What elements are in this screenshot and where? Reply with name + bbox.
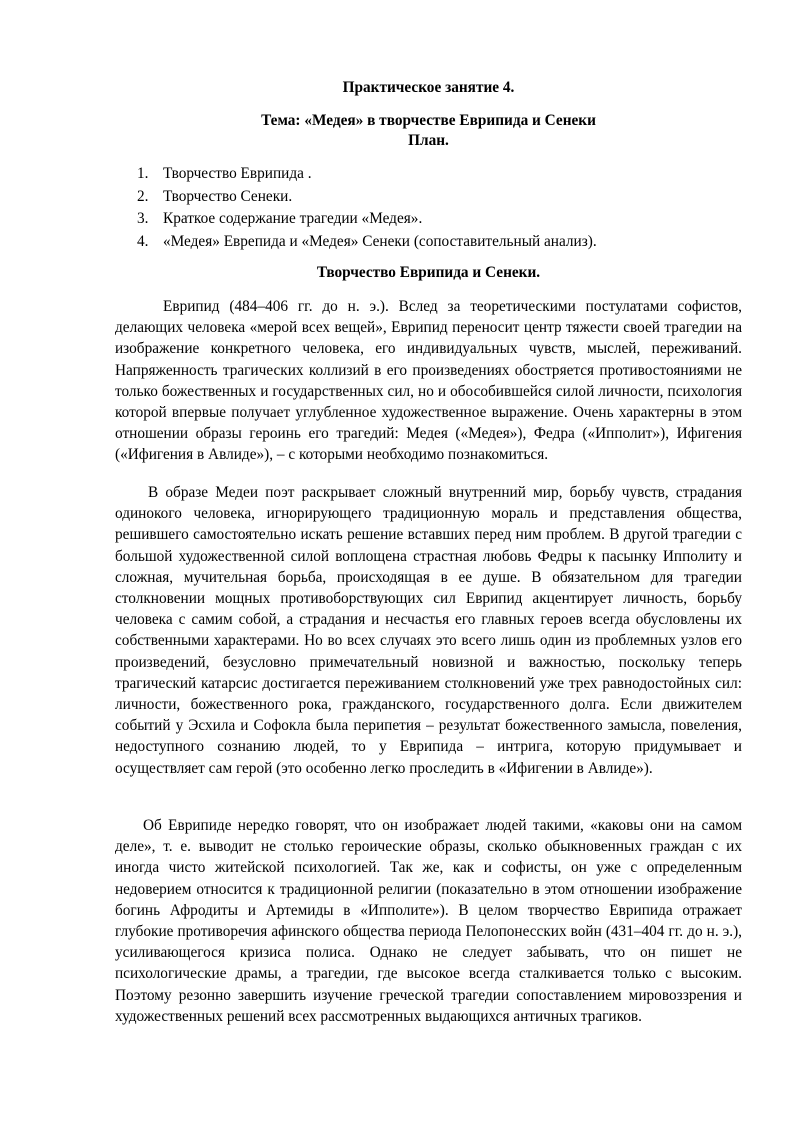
- plan-item: [137, 186, 597, 209]
- plan-item-number: 4.: [137, 232, 149, 250]
- body-paragraph: Об Еврипиде нередко говорят, что он изображает людей такими, «каковы они на самом деле», т. е. выводит не столько героические образы, сколько обыкновенных граждан с их иногда чисто житейской психологией. Так же, как и софисты, он уже с определенным недоверием относится к традиционной религии (показательно в этом отношении изображение богинь Афродиты и Артемиды в «Ипполите»). В целом творчество Еврипида отражает глубокие противоречия афинского общества периода Пелопонесских войн (431–404 гг. до н. э.), усиливающегося кризиса полиса. Однако не следует забывать, что он пишет не психологические драмы, а трагедии, где высокое всегда сталкивается только с высоким. Поэтому резонно завершить изучение греческой трагедии сопоставлением мировоззрения и художественных решений всех рассмотренных выдающихся античных трагиков.: [115, 817, 742, 1025]
- plan-item-text: Творчество Еврипида .: [163, 165, 312, 182]
- plan-item: [137, 231, 597, 254]
- plan-list: [137, 163, 597, 253]
- plan-item-number: 3.: [137, 210, 149, 227]
- plan-item: [137, 208, 597, 231]
- body-paragraph: В образе Медеи поэт раскрывает сложный внутренний мир, борьбу чувств, страдания одинокого человека, игнорирующего традиционную мораль и представления общества, решившего самостоятельно искать решение вставших перед ним проблем. В другой трагедии с большой художественной силой воплощена страстная любовь Федры к пасынку Ипполиту и сложная, мучительная борьба, происходящая в ее душе. В обязательном для трагедии столкновении мощных противоборствующих сил Еврипид акцентирует личность, борьбу человека с самим собой, а страдания и несчастья его главных героев всегда обусловлены их собственными характерами. Но во всех случаях это всего лишь один из проблемных узлов его произведений, безусловно примечательный новизной и важностью, поскольку теперь трагический катарсис достигается переживанием столкновений уже трех равнодостойных сил: личности, божественного рока, гражданского, государственного долга. Если движителем событий у Эсхила и Софокла была перипетия – результат божественного замысла, повеления, недоступного сознанию людей, то у Еврипида – интрига, которую придумывает и осуществляет сам герой (это особенно легко проследить в «Ифигении в Авлиде»).: [115, 484, 742, 777]
- plan-item-text: «Медея» Еврепида и «Медея» Сенеки (сопоставительный анализ).: [163, 232, 597, 250]
- body-paragraph: Еврипид (484–406 гг. до н. э.). Вслед за теоретическими постулатами софистов, делающих человека «мерой всех вещей», Еврипид переносит центр тяжести своей трагедии на изображение конкретного человека, его индивидуальных чувств, мыслей, переживаний. Напряженность трагических коллизий в его произведениях обостряется противостояниями не только божественных и государственных сил, но и обособившейся силой личности, психология которой впервые получает углубленное художественное выражение. Очень характерны в этом отношении образы героинь его трагедий: Медея («Медея»), Федра («Ипполит»), Ифигения («Ифигения в Авлиде»), – с которыми необходимо познакомиться.: [115, 298, 742, 464]
- plan-item: [137, 163, 597, 186]
- plan-item-number: 2.: [137, 187, 149, 205]
- plan-item-text: Краткое содержание трагедии «Медея».: [163, 210, 423, 227]
- plan-item-number: 1.: [137, 165, 149, 182]
- topic-heading: Тема: «Медея» в творчестве Еврипида и Сенеки: [261, 112, 596, 129]
- section-title: Творчество Еврипида и Сенеки.: [316, 264, 541, 281]
- plan-item-text: Творчество Сенеки.: [163, 187, 293, 205]
- document-title: Практическое занятие 4.: [342, 79, 515, 96]
- plan-heading: План.: [408, 132, 449, 149]
